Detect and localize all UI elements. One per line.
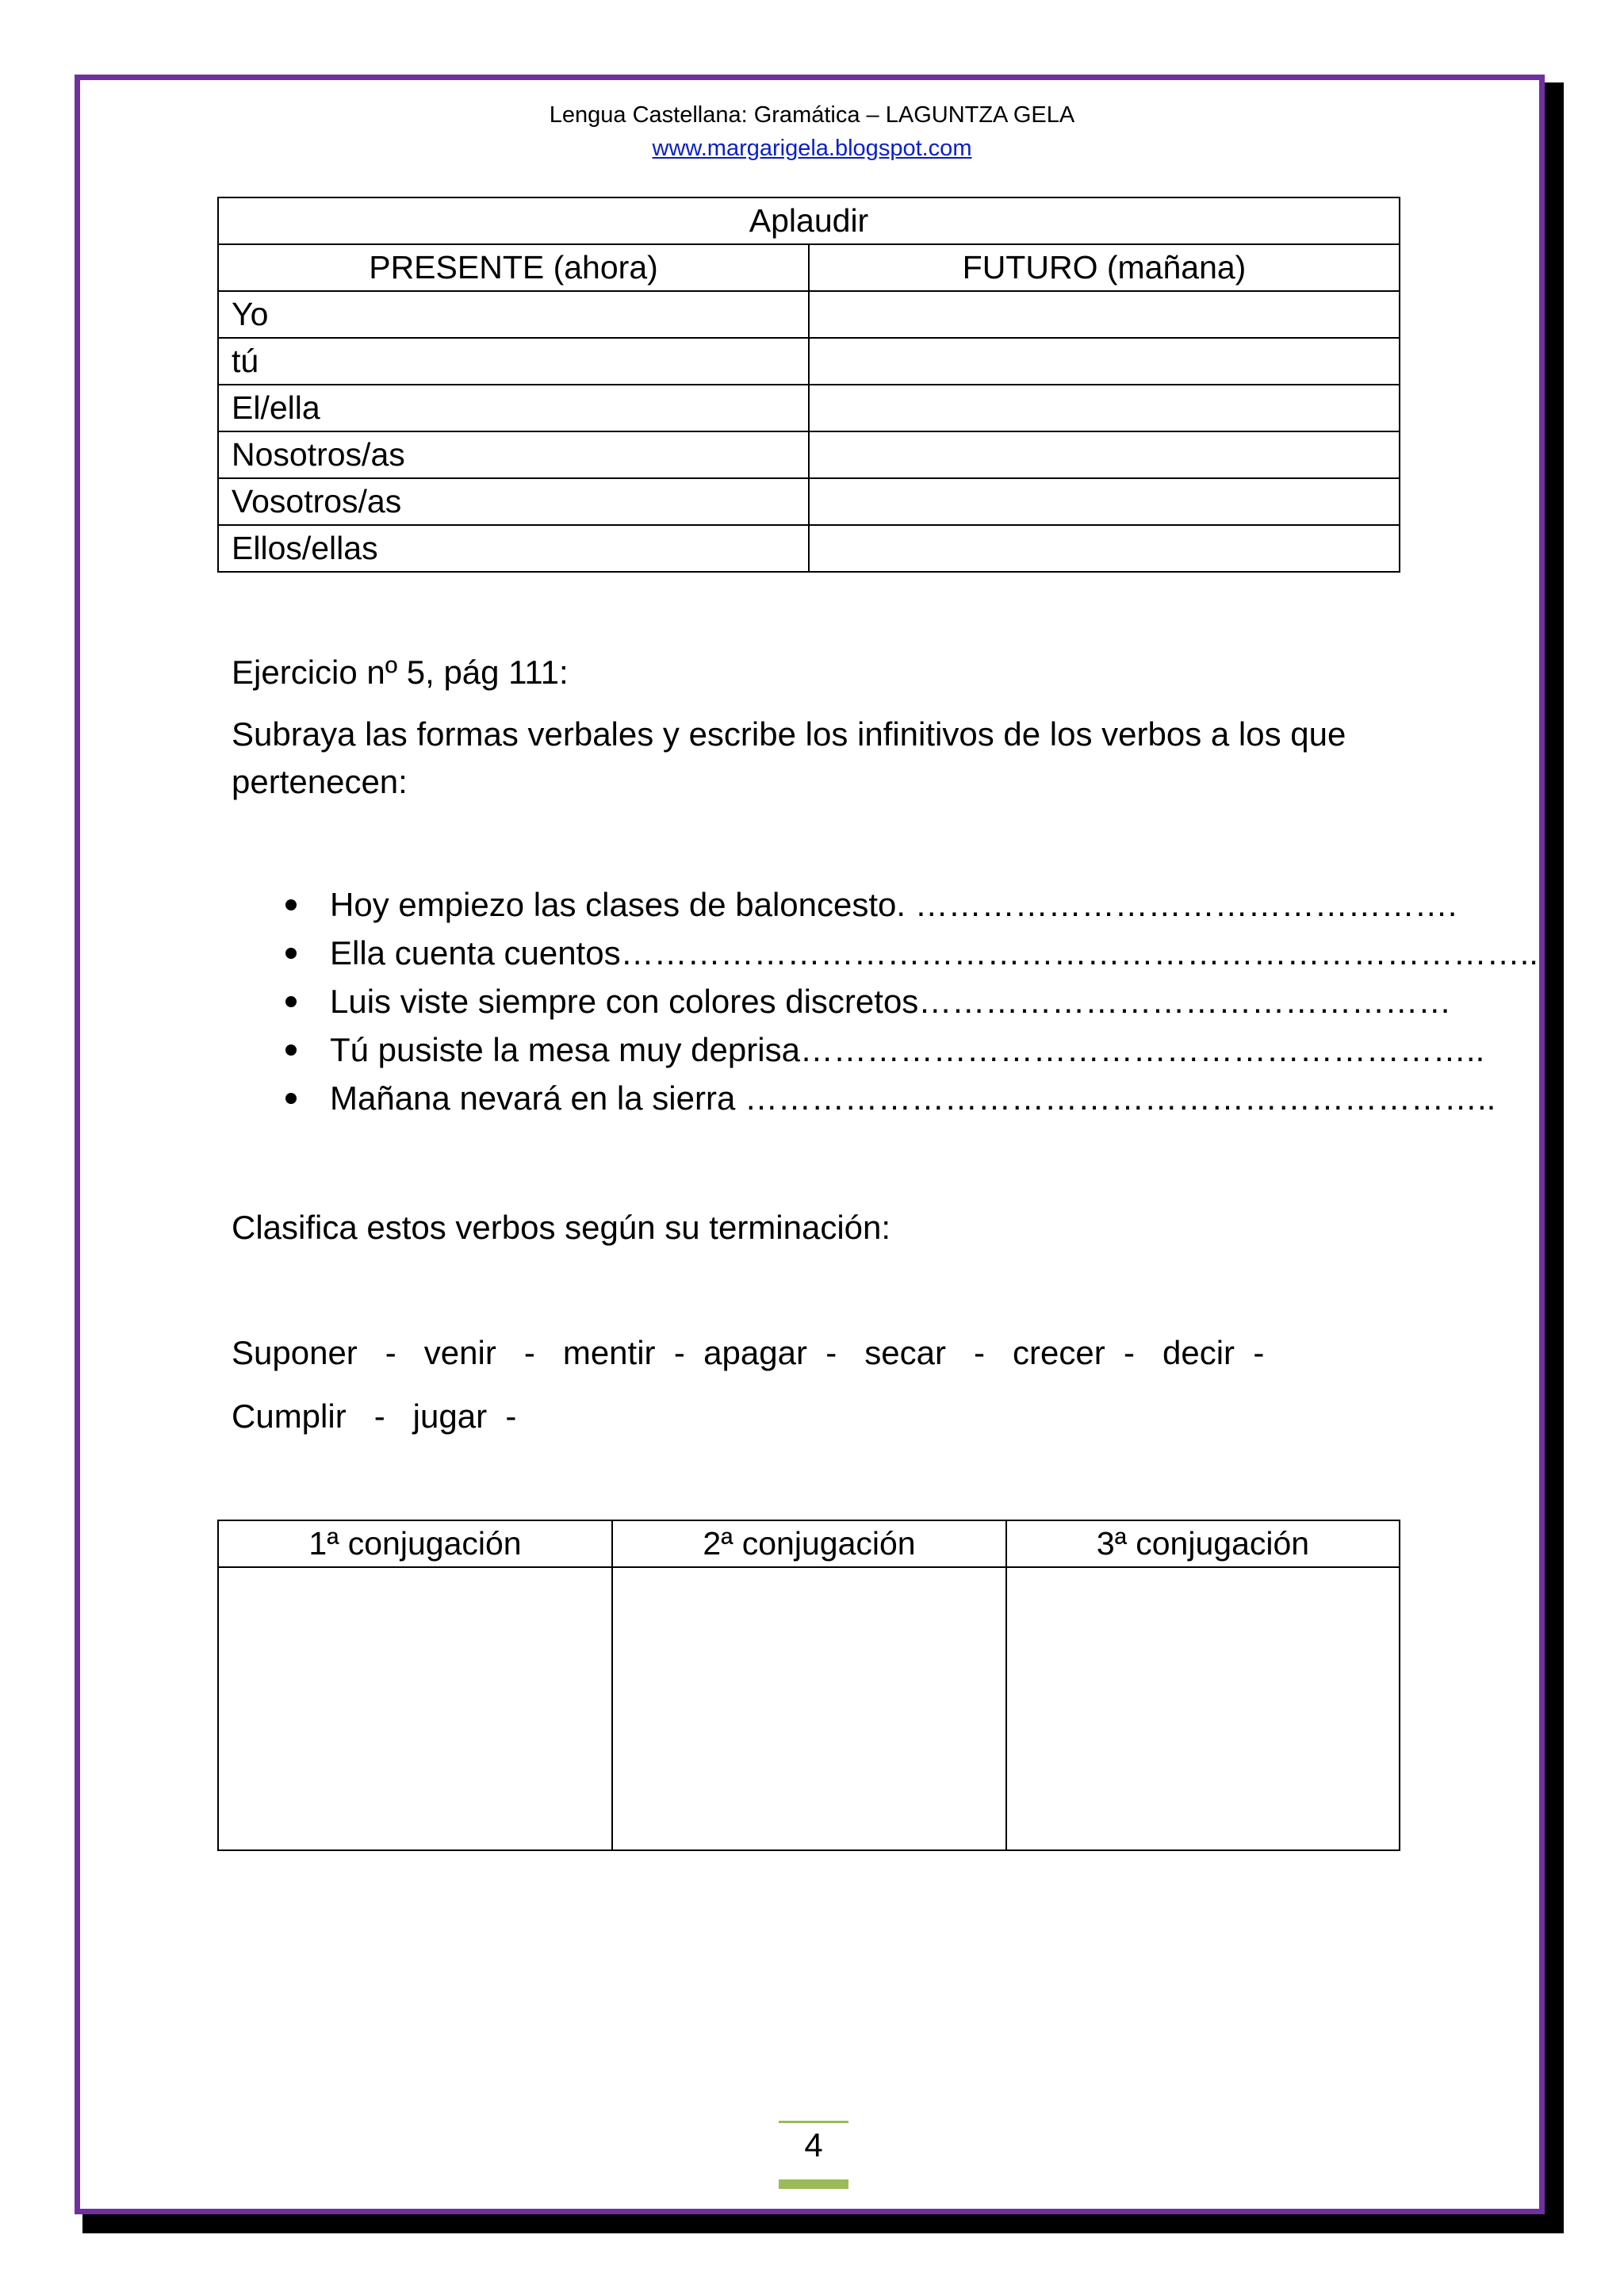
sentence-text: Hoy empiezo las clases de baloncesto. …………………………………………. — [330, 886, 1457, 923]
footer-line-bottom — [779, 2179, 848, 2189]
pronoun-cell: Vosotros/as — [218, 478, 809, 525]
bullet-icon — [285, 996, 297, 1007]
table-header-row — [218, 1520, 1400, 1567]
list-item — [232, 929, 1538, 977]
bullet-icon — [285, 948, 297, 959]
list-item — [232, 1025, 1485, 1074]
pronoun-cell: tú — [218, 338, 809, 385]
table-row — [218, 338, 1400, 385]
future-answer-cell[interactable] — [809, 385, 1400, 431]
column-header-second-conjugation: 2ª conjugación — [612, 1520, 1006, 1567]
table-row — [218, 478, 1400, 525]
column-header-present: PRESENTE (ahora) — [218, 244, 809, 291]
bullet-icon — [285, 899, 297, 910]
sentence-text: Luis viste siempre con colores discretos………………………………………… — [330, 983, 1452, 1020]
table-row — [218, 291, 1400, 338]
verb-title: Aplaudir — [218, 197, 1400, 244]
future-answer-cell[interactable] — [809, 431, 1400, 478]
list-item — [232, 977, 1452, 1025]
table-header-row — [218, 244, 1400, 291]
page-number: 4 — [804, 2126, 823, 2164]
table-row — [218, 1567, 1400, 1850]
table-row — [218, 385, 1400, 431]
table-row — [218, 525, 1400, 572]
verb-list-line-1: Suponer - venir - mentir - apagar - secar - crecer - decir - — [232, 1334, 1265, 1371]
sentence-text: Mañana nevará en la sierra ………………………………………………………….. — [330, 1079, 1496, 1117]
pronoun-cell: Yo — [218, 291, 809, 338]
future-answer-cell[interactable] — [809, 525, 1400, 572]
future-answer-cell[interactable] — [809, 338, 1400, 385]
table-title-row — [218, 197, 1400, 244]
sentence-list — [232, 880, 1538, 1122]
header-title: Lengua Castellana: Gramática – LAGUNTZA GELA — [549, 102, 1075, 128]
exercise-instruction: Subraya las formas verbales y escribe los infinitivos de los verbos a los que pertenecen: — [232, 715, 1346, 800]
header-url-link[interactable]: www.margarigela.blogspot.com — [652, 136, 972, 161]
conjugation-table — [217, 1520, 1400, 1851]
sentence-text: Tú pusiste la mesa muy deprisa…………………………………………………….. — [330, 1031, 1485, 1068]
column-header-future: FUTURO (mañana) — [809, 244, 1400, 291]
future-answer-cell[interactable] — [809, 478, 1400, 525]
third-conjugation-answer-cell[interactable] — [1006, 1567, 1400, 1850]
future-answer-cell[interactable] — [809, 291, 1400, 338]
column-header-third-conjugation: 3ª conjugación — [1006, 1520, 1400, 1567]
classify-heading: Clasifica estos verbos según su terminación: — [232, 1209, 891, 1246]
first-conjugation-answer-cell[interactable] — [218, 1567, 612, 1850]
table-row — [218, 431, 1400, 478]
pronoun-cell: El/ella — [218, 385, 809, 431]
exercise-heading: Ejercicio nº 5, pág 111: — [232, 654, 569, 691]
pronoun-cell: Nosotros/as — [218, 431, 809, 478]
list-item — [232, 880, 1457, 929]
verb-conjugation-table — [217, 197, 1400, 573]
list-item — [232, 1074, 1496, 1122]
pronoun-cell: Ellos/ellas — [218, 525, 809, 572]
bullet-icon — [285, 1093, 297, 1104]
column-header-first-conjugation: 1ª conjugación — [218, 1520, 612, 1567]
sentence-text: Ella cuenta cuentos……………………………………………………………………….. — [330, 934, 1538, 972]
bullet-icon — [285, 1045, 297, 1056]
second-conjugation-answer-cell[interactable] — [612, 1567, 1006, 1850]
verb-list-line-2: Cumplir - jugar - — [232, 1397, 517, 1435]
